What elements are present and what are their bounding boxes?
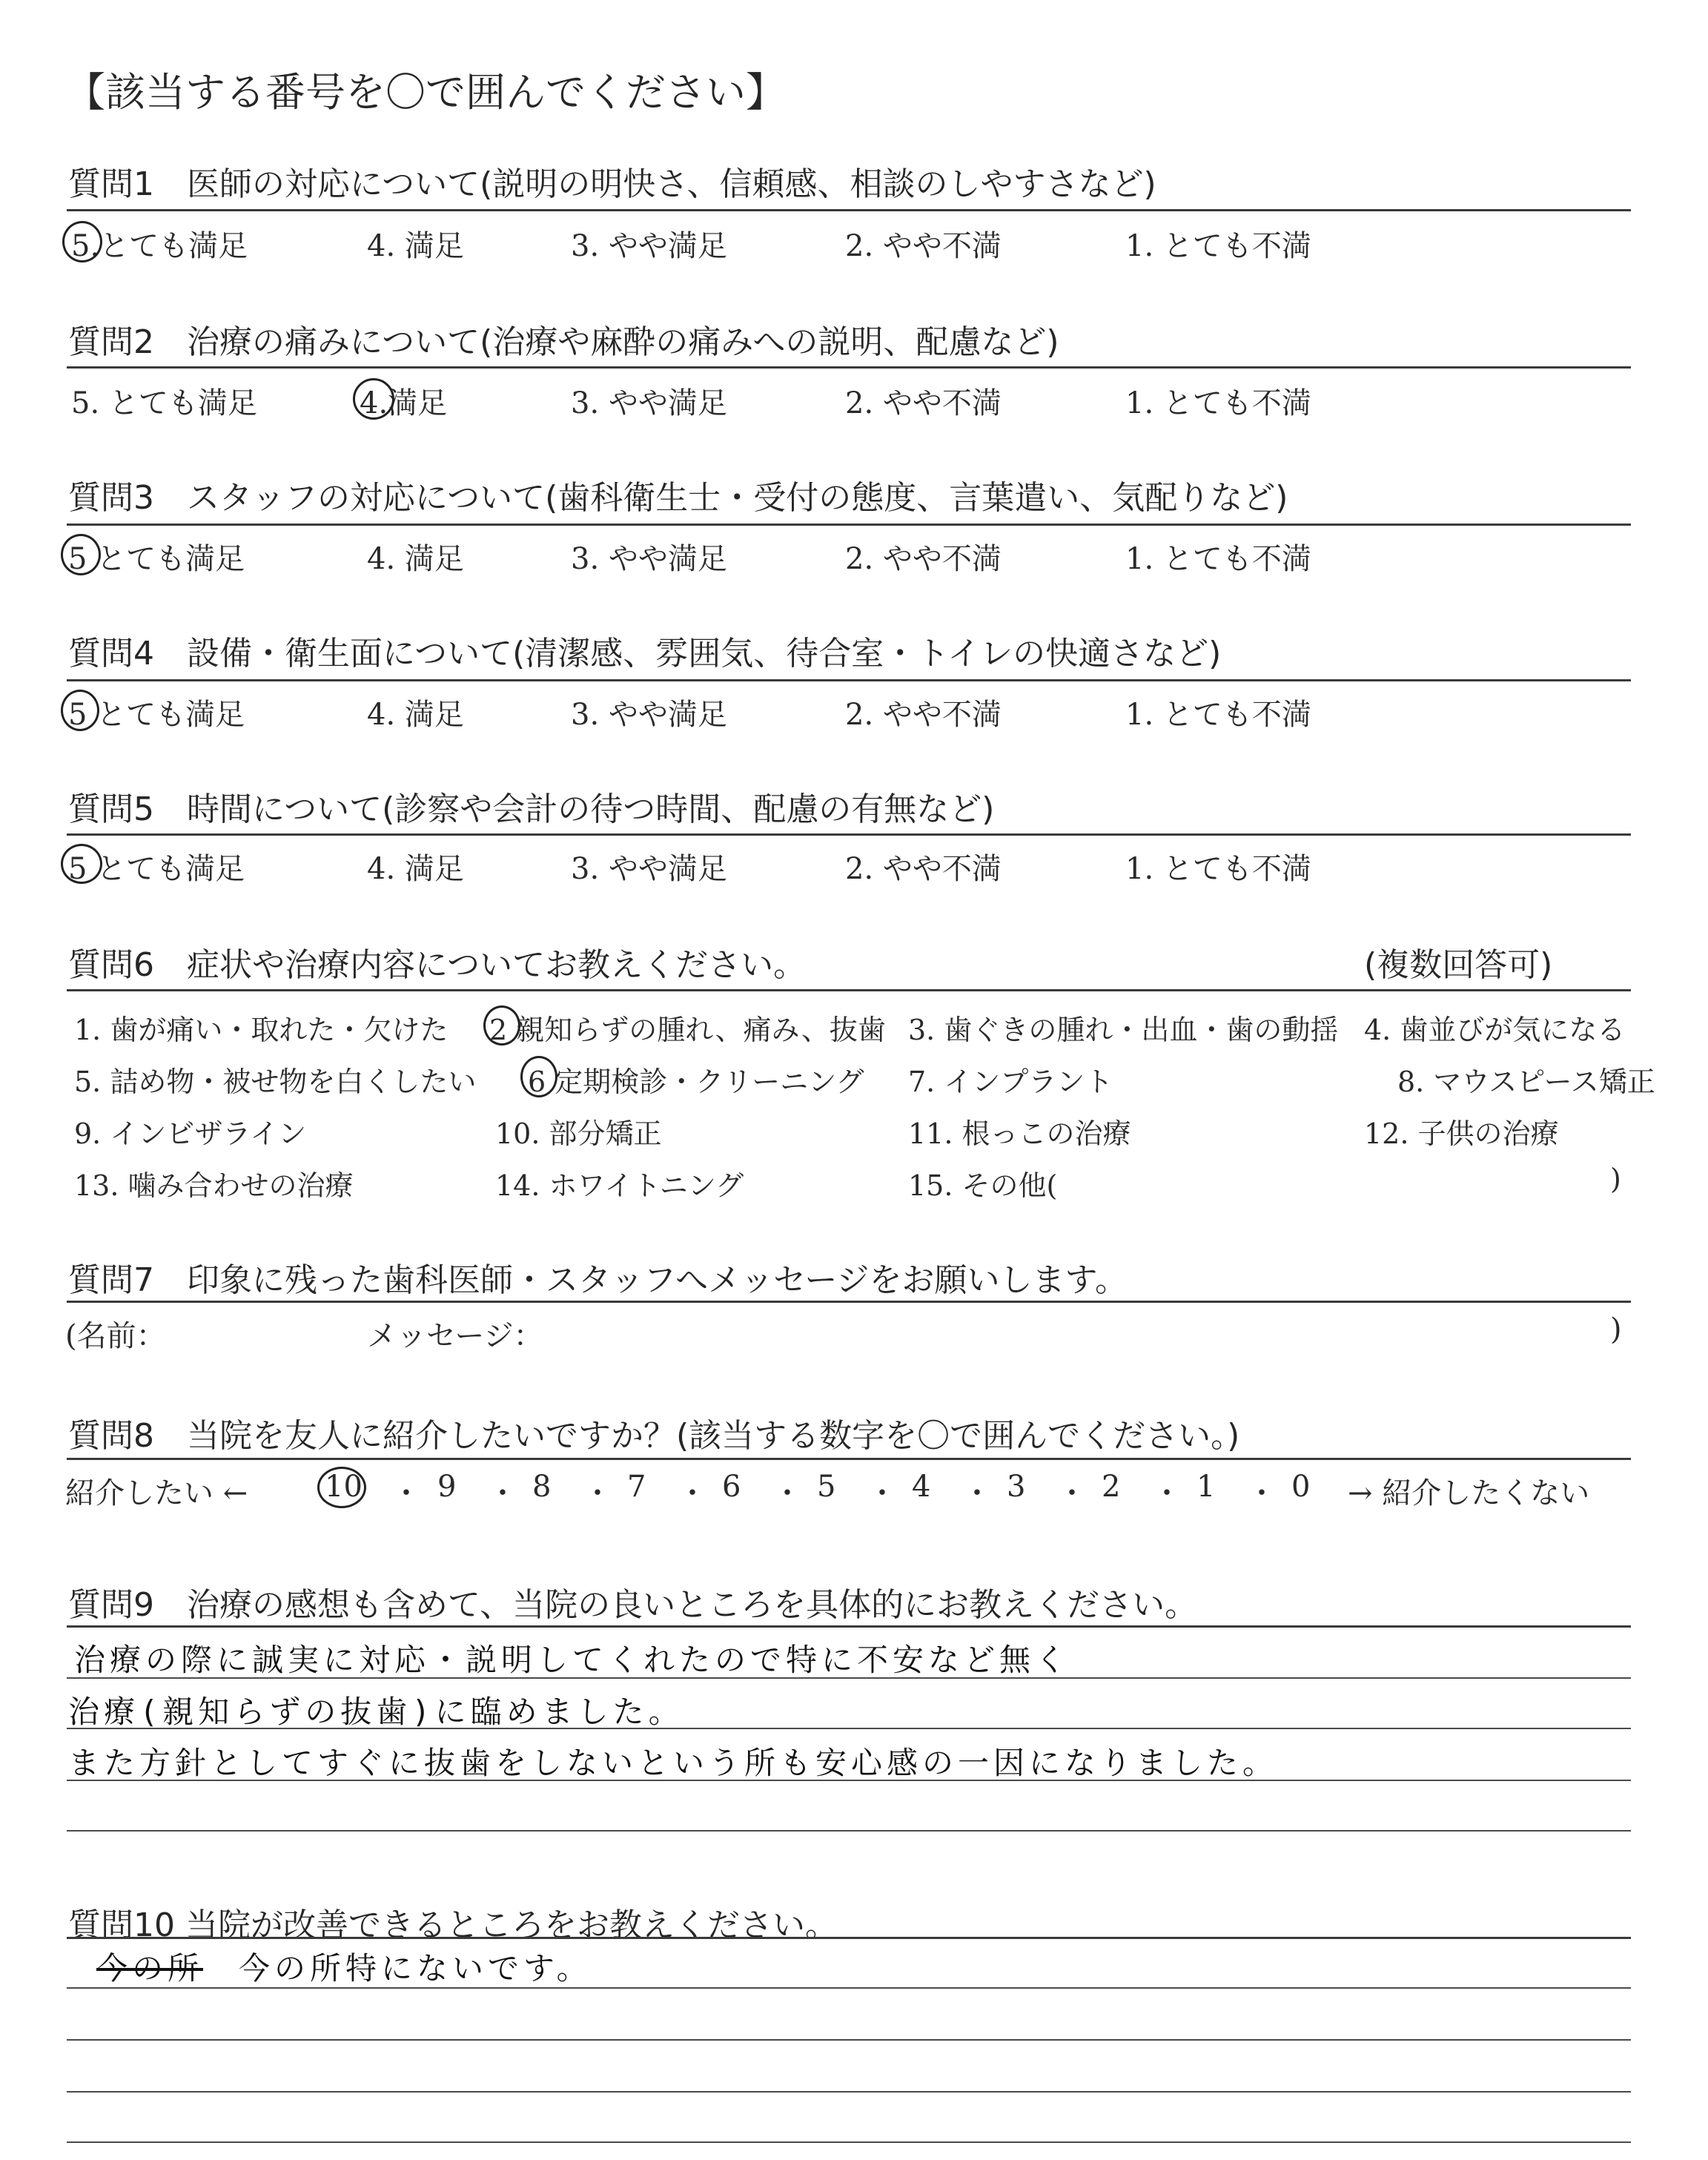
question-4-title: 質問4 設備・衛生面について(清潔感、雰囲気、待合室・トイレの快適さなど): [68, 635, 1222, 673]
q8-dot: ・: [962, 1476, 992, 1510]
question-5-title: 質問5 時間について(診察や会計の待つ時間、配慮の有無など): [68, 790, 995, 828]
q2-selected-circle: [353, 378, 394, 420]
question-10-title: 質問10 当院が改善できるところをお教えください。: [68, 1906, 838, 1944]
q5-option-1[interactable]: 1. とても不満: [1125, 852, 1311, 886]
q8-left-label: 紹介したい ←: [65, 1476, 248, 1510]
q2-option-1[interactable]: 1. とても不満: [1125, 386, 1311, 420]
q6-option-13[interactable]: 13. 噛み合わせの治療: [74, 1169, 354, 1202]
q9-answer-line-1: 治療の際に誠実に対応・説明してくれたので特に不安など無く: [74, 1642, 1071, 1678]
q9-writing-line: [67, 1780, 1631, 1781]
question-2-title: 質問2 治療の痛みについて(治療や麻酔の痛みへの説明、配慮など): [68, 323, 1059, 361]
q2-option-3[interactable]: 3. やや満足: [571, 386, 727, 420]
question-8-rule: [67, 1458, 1631, 1460]
q8-dot: ・: [391, 1476, 421, 1510]
q10-struck-answer: 今の所: [96, 1950, 204, 1986]
q6-option-8[interactable]: 8. マウスピース矯正: [1397, 1066, 1655, 1098]
q6-multi-note: (複数回答可): [1364, 946, 1553, 984]
q6-option-3[interactable]: 3. 歯ぐきの腫れ・出血・歯の動揺: [908, 1014, 1339, 1046]
q10-writing-line: [67, 2091, 1631, 2093]
q6-selected-circle-2: [483, 1005, 520, 1046]
q6-option-1[interactable]: 1. 歯が痛い・取れた・欠けた: [74, 1014, 448, 1046]
q6-option-6[interactable]: 6 定期検診・クリーニング: [528, 1066, 864, 1098]
q8-dot: ・: [1152, 1476, 1182, 1510]
q8-scale-5[interactable]: 5: [817, 1470, 836, 1504]
q6-option-4[interactable]: 4. 歯並びが気になる: [1364, 1014, 1626, 1046]
q8-right-label: → 紹介したくない: [1348, 1476, 1590, 1510]
question-10-rule: [67, 1937, 1631, 1939]
q8-scale-0[interactable]: 0: [1291, 1470, 1311, 1504]
q10-answer: 今の所特にないです。: [239, 1950, 592, 1986]
q2-option-2[interactable]: 2. やや不満: [845, 386, 1002, 420]
q6-option-11[interactable]: 11. 根っこの治療: [908, 1117, 1131, 1150]
question-8-title: 質問8 当院を友人に紹介したいですか？(該当する数字を〇で囲んでください。): [68, 1417, 1240, 1455]
q8-dot: ・: [488, 1476, 517, 1510]
q8-scale-9[interactable]: 9: [437, 1470, 457, 1504]
q9-writing-line: [67, 1830, 1631, 1832]
q7-message-label: メッセージ：: [367, 1319, 543, 1353]
question-6-rule: [67, 989, 1631, 991]
q8-dot: ・: [867, 1476, 897, 1510]
q8-dot: ・: [772, 1476, 802, 1510]
question-1-title: 質問1 医師の対応について(説明の明快さ、信頼感、相談のしやすさなど): [68, 165, 1156, 203]
q3-option-3[interactable]: 3. やや満足: [571, 542, 727, 576]
q3-selected-circle: [61, 534, 101, 575]
q5-option-5[interactable]: 5 とても満足: [68, 852, 245, 886]
q8-selected-circle: [317, 1467, 366, 1508]
question-1-rule: [67, 209, 1631, 211]
question-3-title: 質問3 スタッフの対応について(歯科衛生士・受付の態度、言葉遣い、気配りなど): [68, 479, 1288, 517]
q3-option-4[interactable]: 4. 満足: [367, 542, 464, 576]
q8-scale-3[interactable]: 3: [1007, 1470, 1026, 1504]
q8-dot: ・: [1247, 1476, 1277, 1510]
q8-dot: ・: [583, 1476, 612, 1510]
q3-option-2[interactable]: 2. やや不満: [845, 542, 1002, 576]
q5-selected-circle: [61, 844, 102, 884]
q8-scale-6[interactable]: 6: [722, 1470, 741, 1504]
q6-other-close-paren: ): [1610, 1163, 1621, 1195]
q8-scale-7[interactable]: 7: [627, 1470, 646, 1504]
q6-option-5[interactable]: 5. 詰め物・被せ物を白くしたい: [74, 1066, 477, 1098]
q1-option-2[interactable]: 2. やや不満: [845, 229, 1002, 263]
q8-scale-10[interactable]: 10: [325, 1470, 363, 1504]
q8-dot: ・: [1057, 1476, 1087, 1510]
question-3-rule: [67, 524, 1631, 526]
q2-option-4[interactable]: 4.満足: [360, 386, 448, 420]
q9-writing-line: [67, 1728, 1631, 1729]
question-7-rule: [67, 1301, 1631, 1303]
question-2-rule: [67, 366, 1631, 369]
q6-option-14[interactable]: 14. ホワイトニング: [495, 1169, 744, 1202]
q6-option-12[interactable]: 12. 子供の治療: [1364, 1117, 1559, 1150]
q6-option-2[interactable]: 2 親知らずの腫れ、痛み、抜歯: [489, 1014, 886, 1046]
form-header: 【該当する番号を〇で囲んでください】: [65, 69, 786, 116]
q4-option-5[interactable]: 5 とても満足: [68, 698, 245, 732]
q4-option-4[interactable]: 4. 満足: [367, 698, 464, 732]
q6-selected-circle-6: [520, 1056, 557, 1097]
q4-selected-circle: [61, 690, 99, 731]
q8-scale-1[interactable]: 1: [1196, 1470, 1216, 1504]
q2-option-5[interactable]: 5. とても満足: [71, 386, 257, 420]
q4-option-1[interactable]: 1. とても不満: [1125, 698, 1311, 732]
q6-option-9[interactable]: 9. インビザライン: [74, 1117, 307, 1150]
q6-option-15[interactable]: 15. その他(: [908, 1169, 1058, 1202]
q1-option-4[interactable]: 4. 満足: [367, 229, 464, 263]
q1-selected-circle: [62, 221, 102, 262]
q6-option-10[interactable]: 10. 部分矯正: [495, 1117, 662, 1150]
q5-option-3[interactable]: 3. やや満足: [571, 852, 727, 886]
question-9-title: 質問9 治療の感想も含めて、当院の良いところを具体的にお教えください。: [68, 1586, 1198, 1624]
q8-scale-4[interactable]: 4: [912, 1470, 931, 1504]
q5-option-4[interactable]: 4. 満足: [367, 852, 464, 886]
question-9-rule: [67, 1625, 1631, 1628]
q8-dot: ・: [678, 1476, 707, 1510]
q7-name-label: (名前：: [65, 1319, 166, 1353]
q9-writing-line: [67, 1677, 1631, 1679]
question-7-title: 質問7 印象に残った歯科医師・スタッフへメッセージをお願いします。: [68, 1261, 1128, 1299]
q4-option-3[interactable]: 3. やや満足: [571, 698, 727, 732]
question-5-rule: [67, 833, 1631, 836]
q9-answer-line-3: また方針としてすぐに抜歯をしないという所も安心感の一因になりました。: [68, 1745, 1279, 1781]
q9-answer-line-2: 治療(親知らずの抜歯)に臨めました。: [68, 1694, 684, 1730]
q8-scale-8[interactable]: 8: [532, 1470, 552, 1504]
q5-option-2[interactable]: 2. やや不満: [845, 852, 1002, 886]
q10-writing-line: [67, 2141, 1631, 2143]
q6-option-7[interactable]: 7. インプラント: [908, 1066, 1113, 1098]
q4-option-2[interactable]: 2. やや不満: [845, 698, 1002, 732]
q3-option-1[interactable]: 1. とても不満: [1125, 542, 1311, 576]
question-6-title: 質問6 症状や治療内容についてお教えください。: [68, 946, 807, 984]
question-4-rule: [67, 679, 1631, 681]
q1-option-5[interactable]: 5.とても満足: [71, 229, 248, 263]
q10-writing-line: [67, 2039, 1631, 2041]
q8-scale-2[interactable]: 2: [1102, 1470, 1121, 1504]
q1-option-1[interactable]: 1. とても不満: [1125, 229, 1311, 263]
q1-option-3[interactable]: 3. やや満足: [571, 229, 727, 263]
q3-option-5[interactable]: 5 とても満足: [68, 542, 245, 576]
q10-writing-line: [67, 1987, 1631, 1989]
q7-close-paren: ): [1610, 1312, 1622, 1347]
